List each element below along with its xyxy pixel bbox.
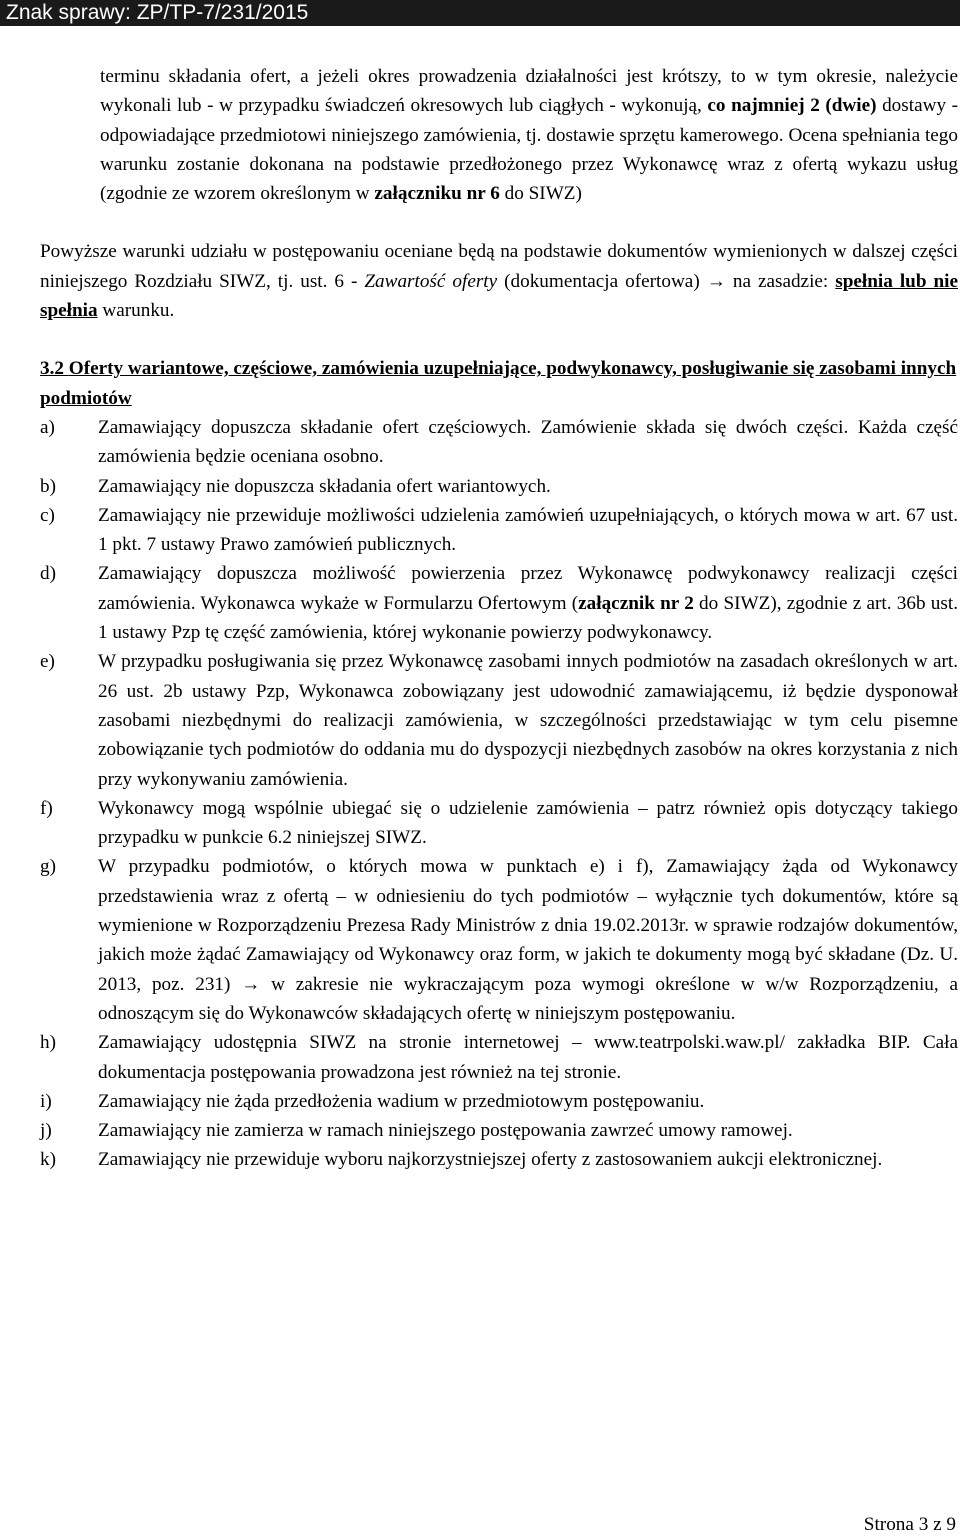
list-item-a: a) Zamawiający dopuszcza składanie ofert częściowych. Zamówienie składa się dwóch części. Każda część zamówienia będzie oceniana osobno. xyxy=(40,416,958,468)
list-item-e: e) W przypadku posługiwania się przez Wykonawcę zasobami innych podmiotów na zasadach określonych w art. 26 ust. 2b ustawy Pzp, Wykonawca zobowiązany jest udowodnić zamawiającemu, iż będzie dysponował zasobami niezbędnymi do realizacji zamówienia, w szczególności przedstawiając w tym celu pisemne zobowiązanie tych podmiotów do oddania mu do dyspozycji niezbędnych zasobów na okres korzystania z nich przy wykonywaniu zamówienia. xyxy=(40,651,958,790)
section-number: 3.2 xyxy=(40,358,64,380)
list-item-b: b) Zamawiający nie dopuszcza składania ofert wariantowych. xyxy=(40,475,551,497)
list-item-k: k) Zamawiający nie przewiduje wyboru najkorzystniejszej oferty z zastosowaniem aukcji elektronicznej. xyxy=(40,1149,883,1171)
continuation-paragraph: terminu składania ofert, a jeżeli okres prowadzenia działalności jest krótszy, to w tym okresie, należycie wykonali lub - w przypadku świadczeń okresowych lub ciągłych - wykonują, co najmniej 2 (dwie) dostawy - odpowiadające przedmiotowi niniejszego zamówienia, tj. dostawie sprzętu kamerowego. Ocena spełniania tego warunku zostanie dokonana na podstawie przedłożonego przez Wykonawcę wraz z ofertą wykazu usług (zgodnie ze wzorem określonym w załączniku nr 6 do SIWZ) xyxy=(100,66,958,205)
list-item-g: g) W przypadku podmiotów, o których mowa w punktach e) i f), Zamawiający żąda od Wykonawcy przedstawienia wraz z ofertą – w odniesieniu do tych podmiotów – wyłącznie tych dokumentów, które są wymienione w Rozporządzeniu Prezesa Rady Ministrów z dnia 19.02.2013r. w sprawie rodzajów dokumentów, jakich może żądać Zamawiający od Wykonawcy oraz form, w jakich te dokumenty mogą być składane (Dz. U. 2013, poz. 231) → w zakresie nie wykraczającym poza wymogi określone w w/w Rozporządzeniu, a odnoszącym się do Wykonawców składających ofertę w niniejszym postępowaniu. xyxy=(40,856,958,1024)
case-number: Znak sprawy: ZP/TP-7/231/2015 xyxy=(6,1,309,24)
list-item-f: f) Wykonawcy mogą wspólnie ubiegać się o udzielenie zamówienia – patrz również opis dotyczący takiego przypadku w punkcie 6.2 niniejszej SIWZ. xyxy=(40,797,958,849)
page-number: Strona 3 z 9 xyxy=(863,1514,956,1535)
document-header xyxy=(0,0,960,26)
section-heading xyxy=(40,354,958,413)
page-content xyxy=(40,62,958,1175)
list-item-c: c) Zamawiający nie przewiduje możliwości udzielenia zamówień uzupełniających, o których mowa w art. 67 ust. 1 pkt. 7 ustawy Prawo zamówień publicznych. xyxy=(40,504,958,556)
section-title: Oferty wariantowe, częściowe, zamówienia uzupełniające, podwykonawcy, posługiwanie się zasobami innych podmiotów xyxy=(40,358,957,409)
list-item-h: h) Zamawiający udostępnia SIWZ na stronie internetowej – www.teatrpolski.waw.pl/ zakładka BIP. Cała dokumentacja postępowania prowadzona jest również na tej stronie. xyxy=(40,1032,958,1083)
list-item-d: d) Zamawiający dopuszcza możliwość powierzenia przez Wykonawcę podwykonawcy realizacji części zamówienia. Wykonawca wykaże w Formularzu Ofertowym (załącznik nr 2 do SIWZ), zgodnie z art. 36b ust. 1 ustawy Pzp tę część zamówienia, której wykonanie powierzy podwykonawcy. xyxy=(40,563,958,644)
list-item-j: j) Zamawiający nie zamierza w ramach niniejszego postępowania zawrzeć umowy ramowej. xyxy=(40,1120,793,1142)
summary-paragraph: Powyższe warunki udziału w postępowaniu oceniane będą na podstawie dokumentów wymienionych w dalszej części niniejszego Rozdziału SIWZ, tj. ust. 6 - Zawartość oferty (dokumentacja ofertowa) → na zasadzie: spełnia lub nie spełnia warunku. xyxy=(40,241,958,322)
list-item-i: i) Zamawiający nie żąda przedłożenia wadium w przedmiotowym postępowaniu. xyxy=(40,1090,705,1112)
